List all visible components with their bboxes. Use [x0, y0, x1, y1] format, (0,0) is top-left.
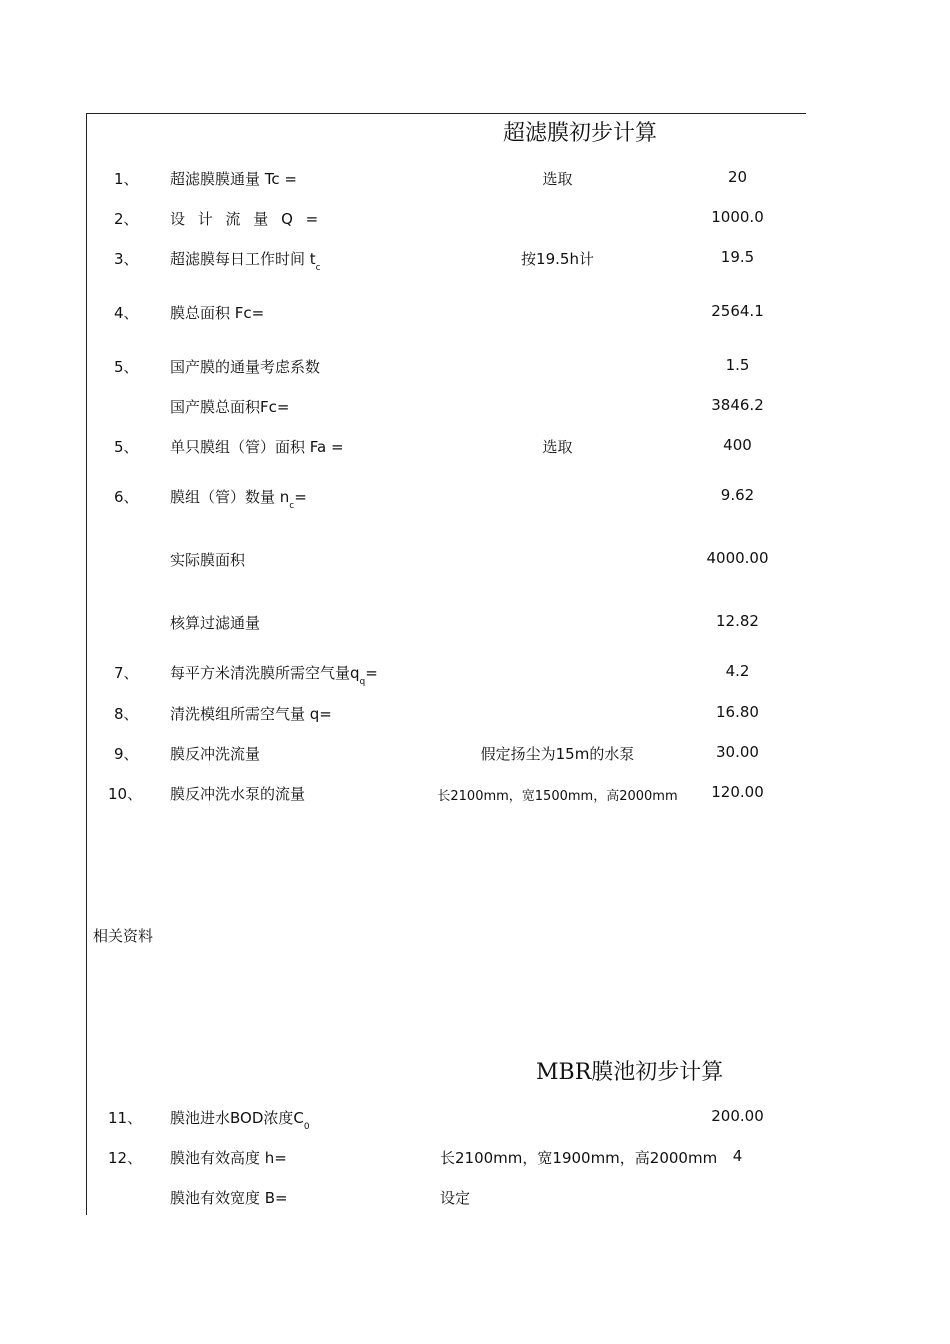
side-label: 相关资料	[93, 927, 154, 945]
row-number: 12、	[108, 1149, 143, 1167]
row-value: 200.00	[711, 1107, 764, 1125]
subscript: q	[359, 677, 366, 687]
subscript: c	[289, 501, 295, 511]
table-row	[0, 703, 950, 723]
row-label: 超滤膜膜通量 Tc =	[170, 170, 297, 188]
table-row	[0, 1107, 950, 1132]
table-row	[0, 486, 950, 511]
table-row	[0, 783, 950, 803]
row-note: 长2100mm，宽1500mm，高2000mm	[437, 789, 678, 804]
row-number: 4、	[114, 304, 139, 322]
row-value: 12.82	[716, 612, 759, 630]
row-label: 膜组（管）数量 $n_c=$	[170, 488, 307, 511]
row-label: 国产膜总面积Fc=	[170, 398, 290, 416]
row-note: 假定扬尘为15m的水泵	[480, 745, 635, 763]
row-value: 1000.0	[711, 208, 764, 226]
subscript: 0	[303, 1122, 310, 1132]
table-row	[0, 612, 950, 632]
row-label: 膜池有效宽度 B=	[170, 1189, 288, 1207]
section1-title: 超滤膜初步计算	[503, 121, 658, 146]
table-row	[0, 302, 950, 322]
row-label: 国产膜的通量考虑系数	[170, 358, 321, 376]
row-number: 8、	[114, 705, 139, 723]
row-value: 16.80	[716, 703, 759, 721]
row-number: 7、	[114, 664, 139, 682]
row-label: 膜总面积 Fc=	[170, 304, 265, 322]
table-row	[0, 436, 950, 456]
row-value: 4.2	[725, 662, 750, 680]
table-top-border	[86, 113, 806, 114]
row-number: 9、	[114, 745, 139, 763]
row-note: 按19.5h计	[521, 250, 594, 268]
table-row	[0, 208, 950, 228]
row-value: 20	[727, 168, 748, 186]
row-value: 4	[732, 1147, 743, 1165]
row-label: 核算过滤通量	[170, 614, 261, 632]
table-row	[0, 248, 950, 273]
row-label: 实际膜面积	[170, 551, 246, 569]
row-value: 1.5	[725, 356, 750, 374]
table-row	[0, 743, 950, 763]
row-number: 11、	[108, 1109, 143, 1127]
row-value: 400	[723, 436, 752, 454]
row-value: 2564.1	[711, 302, 764, 320]
row-number: 3、	[114, 250, 139, 268]
table-row	[0, 356, 950, 376]
row-label: 膜反冲洗流量	[170, 745, 261, 763]
row-note: 长2100mm，宽1900mm，高2000mm	[440, 1149, 718, 1167]
row-number: 6、	[114, 488, 139, 506]
table-row	[0, 662, 950, 687]
row-label: 膜反冲洗水泵的流量	[170, 785, 306, 803]
row-label: 超滤膜每日工作时间 $t_c$	[170, 250, 321, 273]
row-value: 3846.2	[711, 396, 764, 414]
row-label: 膜池有效高度 h=	[170, 1149, 287, 1167]
row-number: 2、	[114, 210, 139, 228]
table-row	[0, 1147, 950, 1167]
table-row	[0, 1187, 950, 1207]
section2-title: MBR膜池初步计算	[536, 1060, 724, 1085]
row-value: 9.62	[720, 486, 755, 504]
row-note: 选取	[542, 170, 573, 188]
table-row	[0, 396, 950, 416]
subscript: c	[315, 263, 321, 273]
row-label: 清洗模组所需空气量 q=	[170, 705, 332, 723]
table-row	[0, 549, 950, 569]
row-number: 5、	[114, 358, 139, 376]
row-value: 120.00	[711, 783, 764, 801]
row-value: 30.00	[716, 743, 759, 761]
row-label: 每平方米清洗膜所需空气量$q_q=$	[170, 664, 378, 687]
row-label: 单只膜组（管）面积 Fa =	[170, 438, 344, 456]
row-number: 5、	[114, 438, 139, 456]
row-label: 设 计 流 量 Q =	[170, 210, 323, 228]
row-label: 膜池进水BOD浓度$C_0$	[170, 1109, 310, 1132]
table-row	[0, 168, 950, 188]
row-value: 4000.00	[706, 549, 769, 567]
row-note: 选取	[542, 438, 573, 456]
row-number: 1、	[114, 170, 139, 188]
row-note: 设定	[440, 1189, 471, 1207]
row-value: 19.5	[720, 248, 755, 266]
row-number: 10、	[108, 785, 143, 803]
